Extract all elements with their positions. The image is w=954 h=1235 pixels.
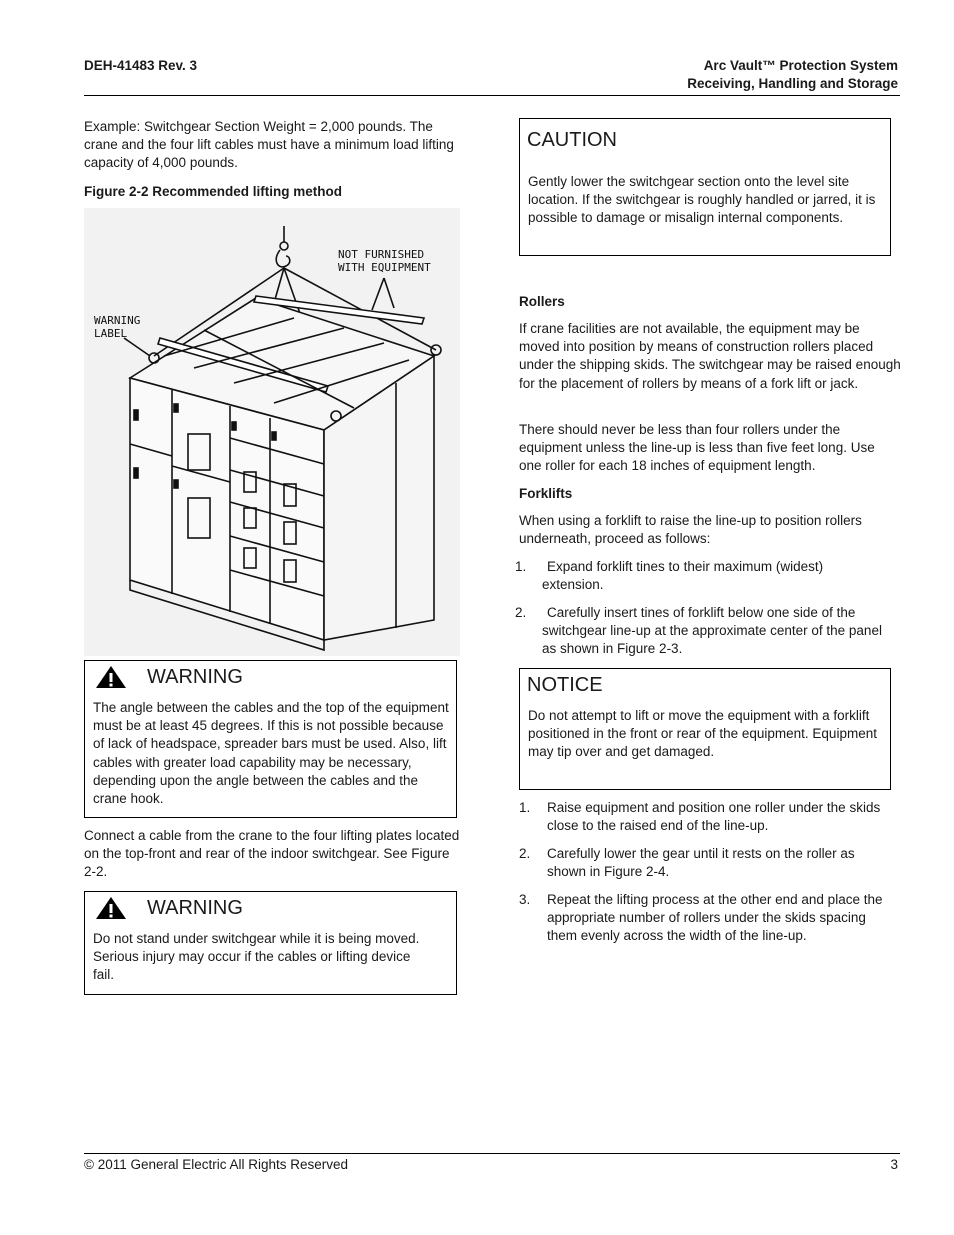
- example-text: Example: Switchgear Section Weight = 2,000 pounds. The crane and the four lift cables must have a minimum load lifting capacity of 4,000 pounds.: [84, 119, 454, 171]
- caution-title: CAUTION: [527, 129, 617, 151]
- list-text: Expand forklift tines to their maximum (widest) extension.: [542, 559, 824, 593]
- list-text: Carefully lower the gear until it rests on the roller as shown in Figure 2-4.: [547, 846, 855, 880]
- warning-box-standing: [84, 891, 457, 995]
- rollers-paragraph-2: There should never be less than four rollers under the equipment unless the line-up is less than five feet long. Use one roller for each 18 inches of equipment length.: [519, 422, 875, 474]
- warning-body: Do not stand under switchgear while it is being moved. Serious injury may occur if the cables or lifting device fail.: [93, 931, 420, 983]
- notice-title: NOTICE: [527, 674, 603, 696]
- label-not-furnished-2: WITH EQUIPMENT: [338, 261, 431, 274]
- forklifts-paragraph: When using a forklift to raise the line-up to position rollers underneath, proceed as follows:: [519, 513, 862, 547]
- list-item: [515, 558, 895, 596]
- copyright: © 2011 General Electric All Rights Reserved: [84, 1157, 349, 1172]
- warning-body: The angle between the cables and the top of the equipment must be at least 45 degrees. If this is not possible because of lack of headspace, spreader bars must be used. Also, lift cables with greater load capability may be necessary, depending upon the angle between the cables and the crane hook.: [93, 700, 449, 807]
- warning-title: WARNING: [147, 896, 243, 919]
- list-number: 1.: [515, 559, 527, 574]
- section-title: Receiving, Handling and Storage: [687, 76, 898, 91]
- label-warning-2: LABEL: [94, 327, 128, 340]
- list-number: 1.: [519, 800, 531, 815]
- warning-box-cables: [84, 660, 457, 818]
- lifting-diagram: [84, 208, 460, 656]
- rollers-heading: Rollers: [519, 294, 565, 309]
- document-id: DEH-41483 Rev. 3: [84, 58, 198, 73]
- page-number: 3: [890, 1157, 898, 1172]
- list-text: Raise equipment and position one roller under the skids close to the raised end of the line-up.: [547, 800, 881, 834]
- connect-cable-text: Connect a cable from the crane to the four lifting plates located on the top-front and rear of the indoor switchgear. See Figure 2-2.: [84, 828, 460, 880]
- notice-body: Do not attempt to lift or move the equipment with a forklift positioned in the front or rear of the equipment. Equipment may tip over and get damaged.: [528, 708, 877, 760]
- lifting-figure: [84, 208, 460, 656]
- rollers-paragraph-1: If crane facilities are not available, the equipment may be moved into position by means of construction rollers placed under the shipping skids. The switchgear may be raised enough for the placement of rollers by means of a fork lift or jack.: [519, 321, 901, 391]
- warning-triangle-icon: [95, 665, 127, 689]
- list-item: [519, 845, 899, 883]
- notice-box: [519, 668, 891, 790]
- caution-box: [519, 118, 891, 256]
- label-not-furnished-1: NOT FURNISHED: [338, 248, 425, 261]
- label-warning-1: WARNING: [94, 314, 141, 327]
- figure-caption: Figure 2-2 Recommended lifting method: [84, 184, 343, 199]
- footer-rule: [84, 1153, 900, 1154]
- list-number: 3.: [519, 892, 531, 907]
- list-text: Carefully insert tines of forklift below one side of the switchgear line-up at the approximate center of the panel as shown in Figure 2-3.: [542, 605, 882, 657]
- header-rule: [84, 95, 900, 96]
- forklifts-heading: Forklifts: [519, 486, 573, 501]
- list-text: Repeat the lifting process at the other end and place the appropriate number of rollers under the skids spacing them evenly across the width of the line-up.: [547, 892, 883, 944]
- caution-body: Gently lower the switchgear section onto the level site location. If the switchgear is roughly handled or jarred, it is possible to damage or misalign internal components.: [528, 174, 876, 226]
- list-item: [515, 604, 895, 660]
- list-item: [519, 799, 899, 837]
- product-title: Arc Vault™ Protection System: [703, 58, 898, 73]
- list-number: 2.: [515, 605, 527, 620]
- list-number: 2.: [519, 846, 531, 861]
- list-item: [519, 891, 899, 947]
- warning-triangle-icon: [95, 896, 127, 920]
- warning-title: WARNING: [147, 665, 243, 688]
